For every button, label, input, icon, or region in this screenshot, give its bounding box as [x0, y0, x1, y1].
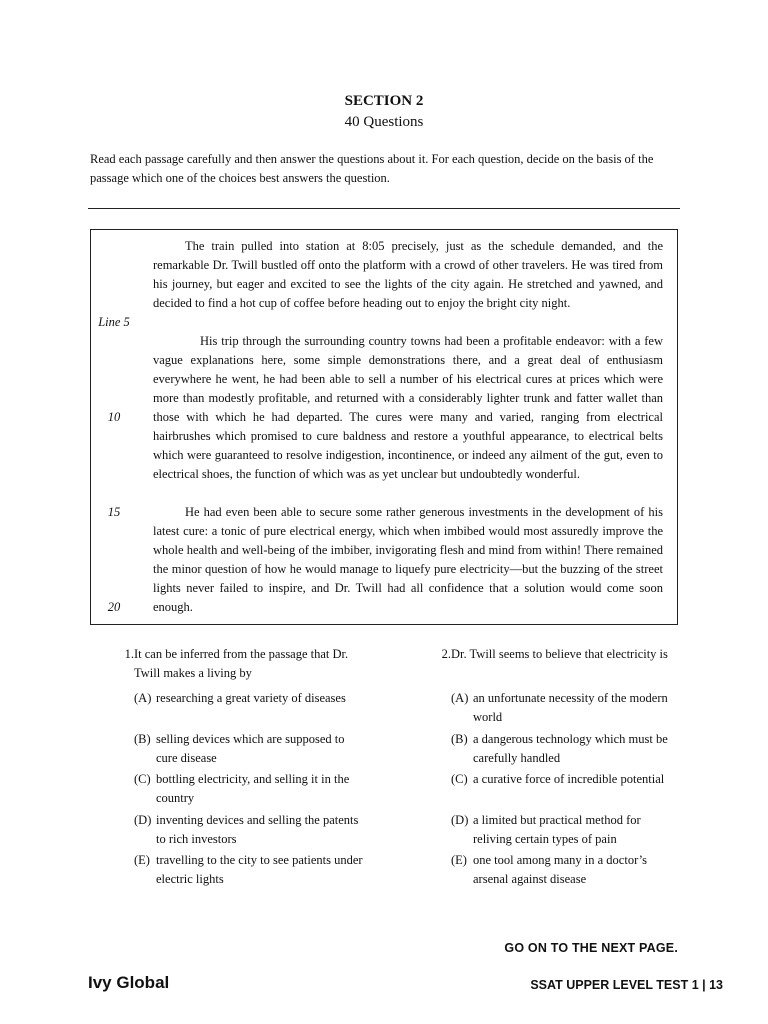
question-number: 1. — [124, 647, 134, 661]
choice-text: a curative force of incredible potential — [473, 772, 665, 786]
choice-text: a limited but practical method for reliving certain types of pain — [473, 813, 641, 846]
passage-paragraph-2: His trip through the surrounding country towns had been a profitable endeavor: with a few vague explanations here, some simple demonstrations there, and a great deal of enthusiasm everywhere he went, he had been able to sell a number of his electrical cures at prices which were more than modestly profitable, and returned with a considerably lighter trunk and fatter wallet than those with which he had departed. The cures were many and varied, ranging from electrical hairbrushes which promised to cure baldness and restore a youthful appearance, to electrical belts which were guaranteed to resolve indigestion, incontinence, or indeed any ailment of the gut, even to electrical shoes, the function of which was as yet unclear but undoubtedly wonderful. — [153, 334, 663, 481]
question-2 — [427, 645, 667, 895]
choice-text: bottling electricity, and selling it in the country — [156, 772, 350, 805]
line-number: Line 5 — [98, 315, 130, 329]
question-stem: It can be inferred from the passage that Dr. Twill makes a living by — [134, 647, 349, 680]
choice-text: an unfortunate necessity of the modern world — [473, 691, 668, 724]
choice-letter: (C) — [451, 772, 468, 786]
choice-letter: (B) — [134, 732, 151, 746]
choice-letter: (B) — [451, 732, 468, 746]
go-on-notice: GO ON TO THE NEXT PAGE. — [504, 941, 678, 955]
question-stem: Dr. Twill seems to believe that electricity is — [451, 647, 668, 661]
publisher-logo: Ivy Global — [88, 973, 170, 992]
choice-text: selling devices which are supposed to cure disease — [156, 732, 345, 765]
choice-text: a dangerous technology which must be carefully handled — [473, 732, 668, 765]
question-1 — [110, 645, 363, 895]
choice-letter: (D) — [134, 813, 152, 827]
line-number: 15 — [107, 505, 121, 519]
instructions: Read each passage carefully and then answer the questions about it. For each question, decide on the basis of the passage which one of the choices best answers the question. — [90, 152, 654, 185]
divider — [88, 208, 680, 209]
passage-paragraph-3: He had even been able to secure some rather generous investments in the development of his latest cure: a tonic of pure electrical energy, which when imbibed would most assuredly improve the whole health and well-being of the imbiber, invigorating flesh and mind from within! There remained the minor question of how he would manage to liquefy pure electricity—but the buzzing of the street lights never failed to inspire, and Dr. Twill had all confidence that a solution would come soon enough. — [153, 505, 663, 614]
choice-letter: (D) — [451, 813, 469, 827]
choice-letter: (E) — [451, 853, 467, 867]
choice-letter: (A) — [134, 691, 152, 705]
choice-text: one tool among many in a doctor’s arsenal against disease — [473, 853, 648, 886]
choice-text: inventing devices and selling the patents to rich investors — [156, 813, 359, 846]
choice-text: travelling to the city to see patients under electric lights — [156, 853, 363, 886]
line-number: 20 — [107, 600, 121, 614]
choice-letter: (E) — [134, 853, 150, 867]
choice-letter: (A) — [451, 691, 469, 705]
question-number: 2. — [441, 647, 451, 661]
choice-text: researching a great variety of diseases — [156, 691, 346, 705]
choice-letter: (C) — [134, 772, 151, 786]
line-number: 10 — [107, 410, 121, 424]
page-footer-label: SSAT UPPER LEVEL TEST 1 | 13 — [530, 978, 723, 992]
passage-paragraph-1: The train pulled into station at 8:05 precisely, just as the schedule demanded, and the remarkable Dr. Twill bustled off onto the platform with a crowd of other travelers. He was tired from his journey, but eager and excited to see the lights of the city again. He stretched and yawned, and decided to find a hot cup of coffee before heading out to enjoy the bright city night. — [153, 239, 663, 310]
question-count: 40 Questions — [344, 114, 424, 130]
section-title: SECTION 2 — [344, 93, 424, 109]
